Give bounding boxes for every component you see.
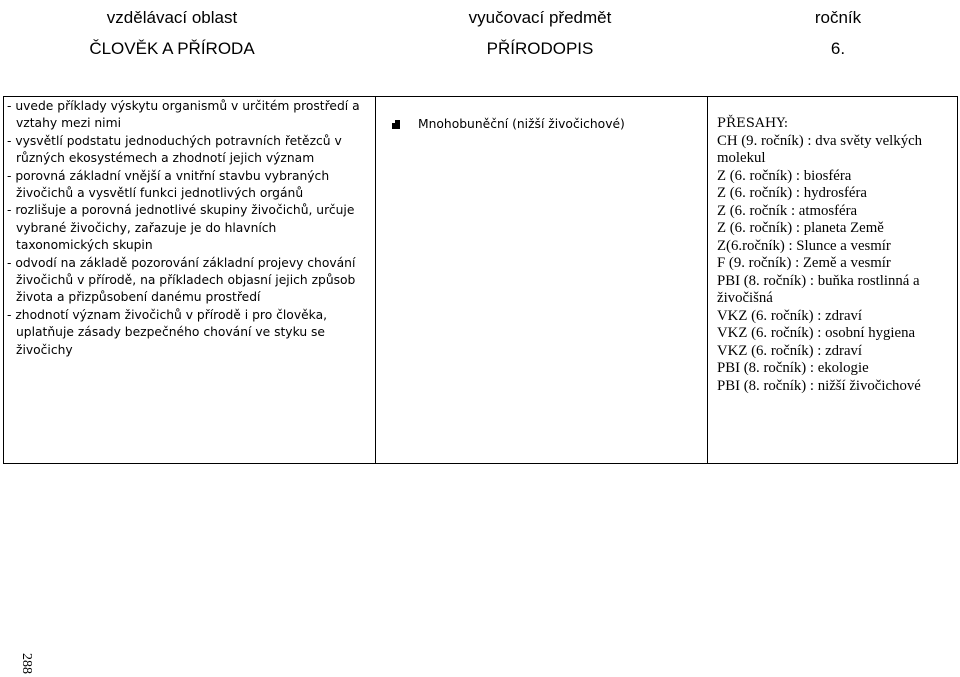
output-item: - odvodí na základě pozorování základní projevy chování živočichů v přírodě, na příkladech objasní jejich způsob života a přizpůsobení danému prostředí [7,255,356,305]
links-column [707,97,957,463]
link-item: VKZ (6. ročník) : osobní hygiena [717,325,916,341]
link-item: VKZ (6. ročník) : zdraví [717,307,863,324]
link-item: PBI (8. ročník) : buňka rostlinná a živočišná [717,272,920,306]
topic-text: Mnohobuněční (nižší živočichové) [418,117,625,131]
link-item: Z(6.ročník) : Slunce a vesmír [717,237,891,254]
link-item: Z (6. ročník) : planeta Země [717,220,884,236]
topics-column [375,97,708,463]
outputs-column [4,97,376,463]
subject-value: PŘÍRODOPIS [486,39,594,58]
page-number: 288 [19,653,34,674]
topic-item [395,116,695,133]
area-value: ČLOVĚK A PŘÍRODA [89,39,255,58]
link-item: Z (6. ročník) : biosféra [717,167,852,184]
output-item: - rozlišuje a porovná jednotlivé skupiny živočichů, určuje vybrané živočichy, zařazuje je do hlavních taxonomických skupin [7,203,355,253]
output-item: - porovná základní vnější a vnitřní stavbu vybraných živočichů a vysvětlí funkci jednotlivých orgánů [7,168,330,201]
link-item: CH (9. ročník) : dva světy velkých molekul [717,132,923,166]
grade-value: 6. [830,39,846,58]
output-item: - vysvětlí podstatu jednoduchých potravních řetězců v různých ekosystémech a zhodnotí jejich význam [7,133,342,166]
area-label: vzdělávací oblast [106,8,238,27]
link-item: PBI (8. ročník) : nižší živočichové [717,377,921,394]
cross-curricular-links [717,115,952,395]
output-item: - uvede příklady výskytu organismů v určitém prostředí a vztahy mezi nimi [7,99,360,131]
link-item: VKZ (6. ročník) : zdraví [717,342,863,359]
link-item: Z (6. ročník) : hydrosféra [717,185,867,201]
outputs-list [7,98,369,359]
link-item: PBI (8. ročník) : ekologie [717,360,869,376]
subject-label: vyučovací předmět [468,8,612,27]
link-item: F (9. ročník) : Země a vesmír [717,255,891,271]
curriculum-header [0,6,960,66]
output-item: - zhodnotí význam živočichů v přírodě i pro člověka, uplatňuje zásady bezpečného chování ve styku se živočichy [7,307,328,357]
square-bullet-icon [391,118,401,131]
links-title: PŘESAHY: [717,116,789,131]
link-item: Z (6. ročník : atmosféra [717,202,858,219]
grade-label: ročník [814,8,862,27]
curriculum-table [3,96,958,464]
